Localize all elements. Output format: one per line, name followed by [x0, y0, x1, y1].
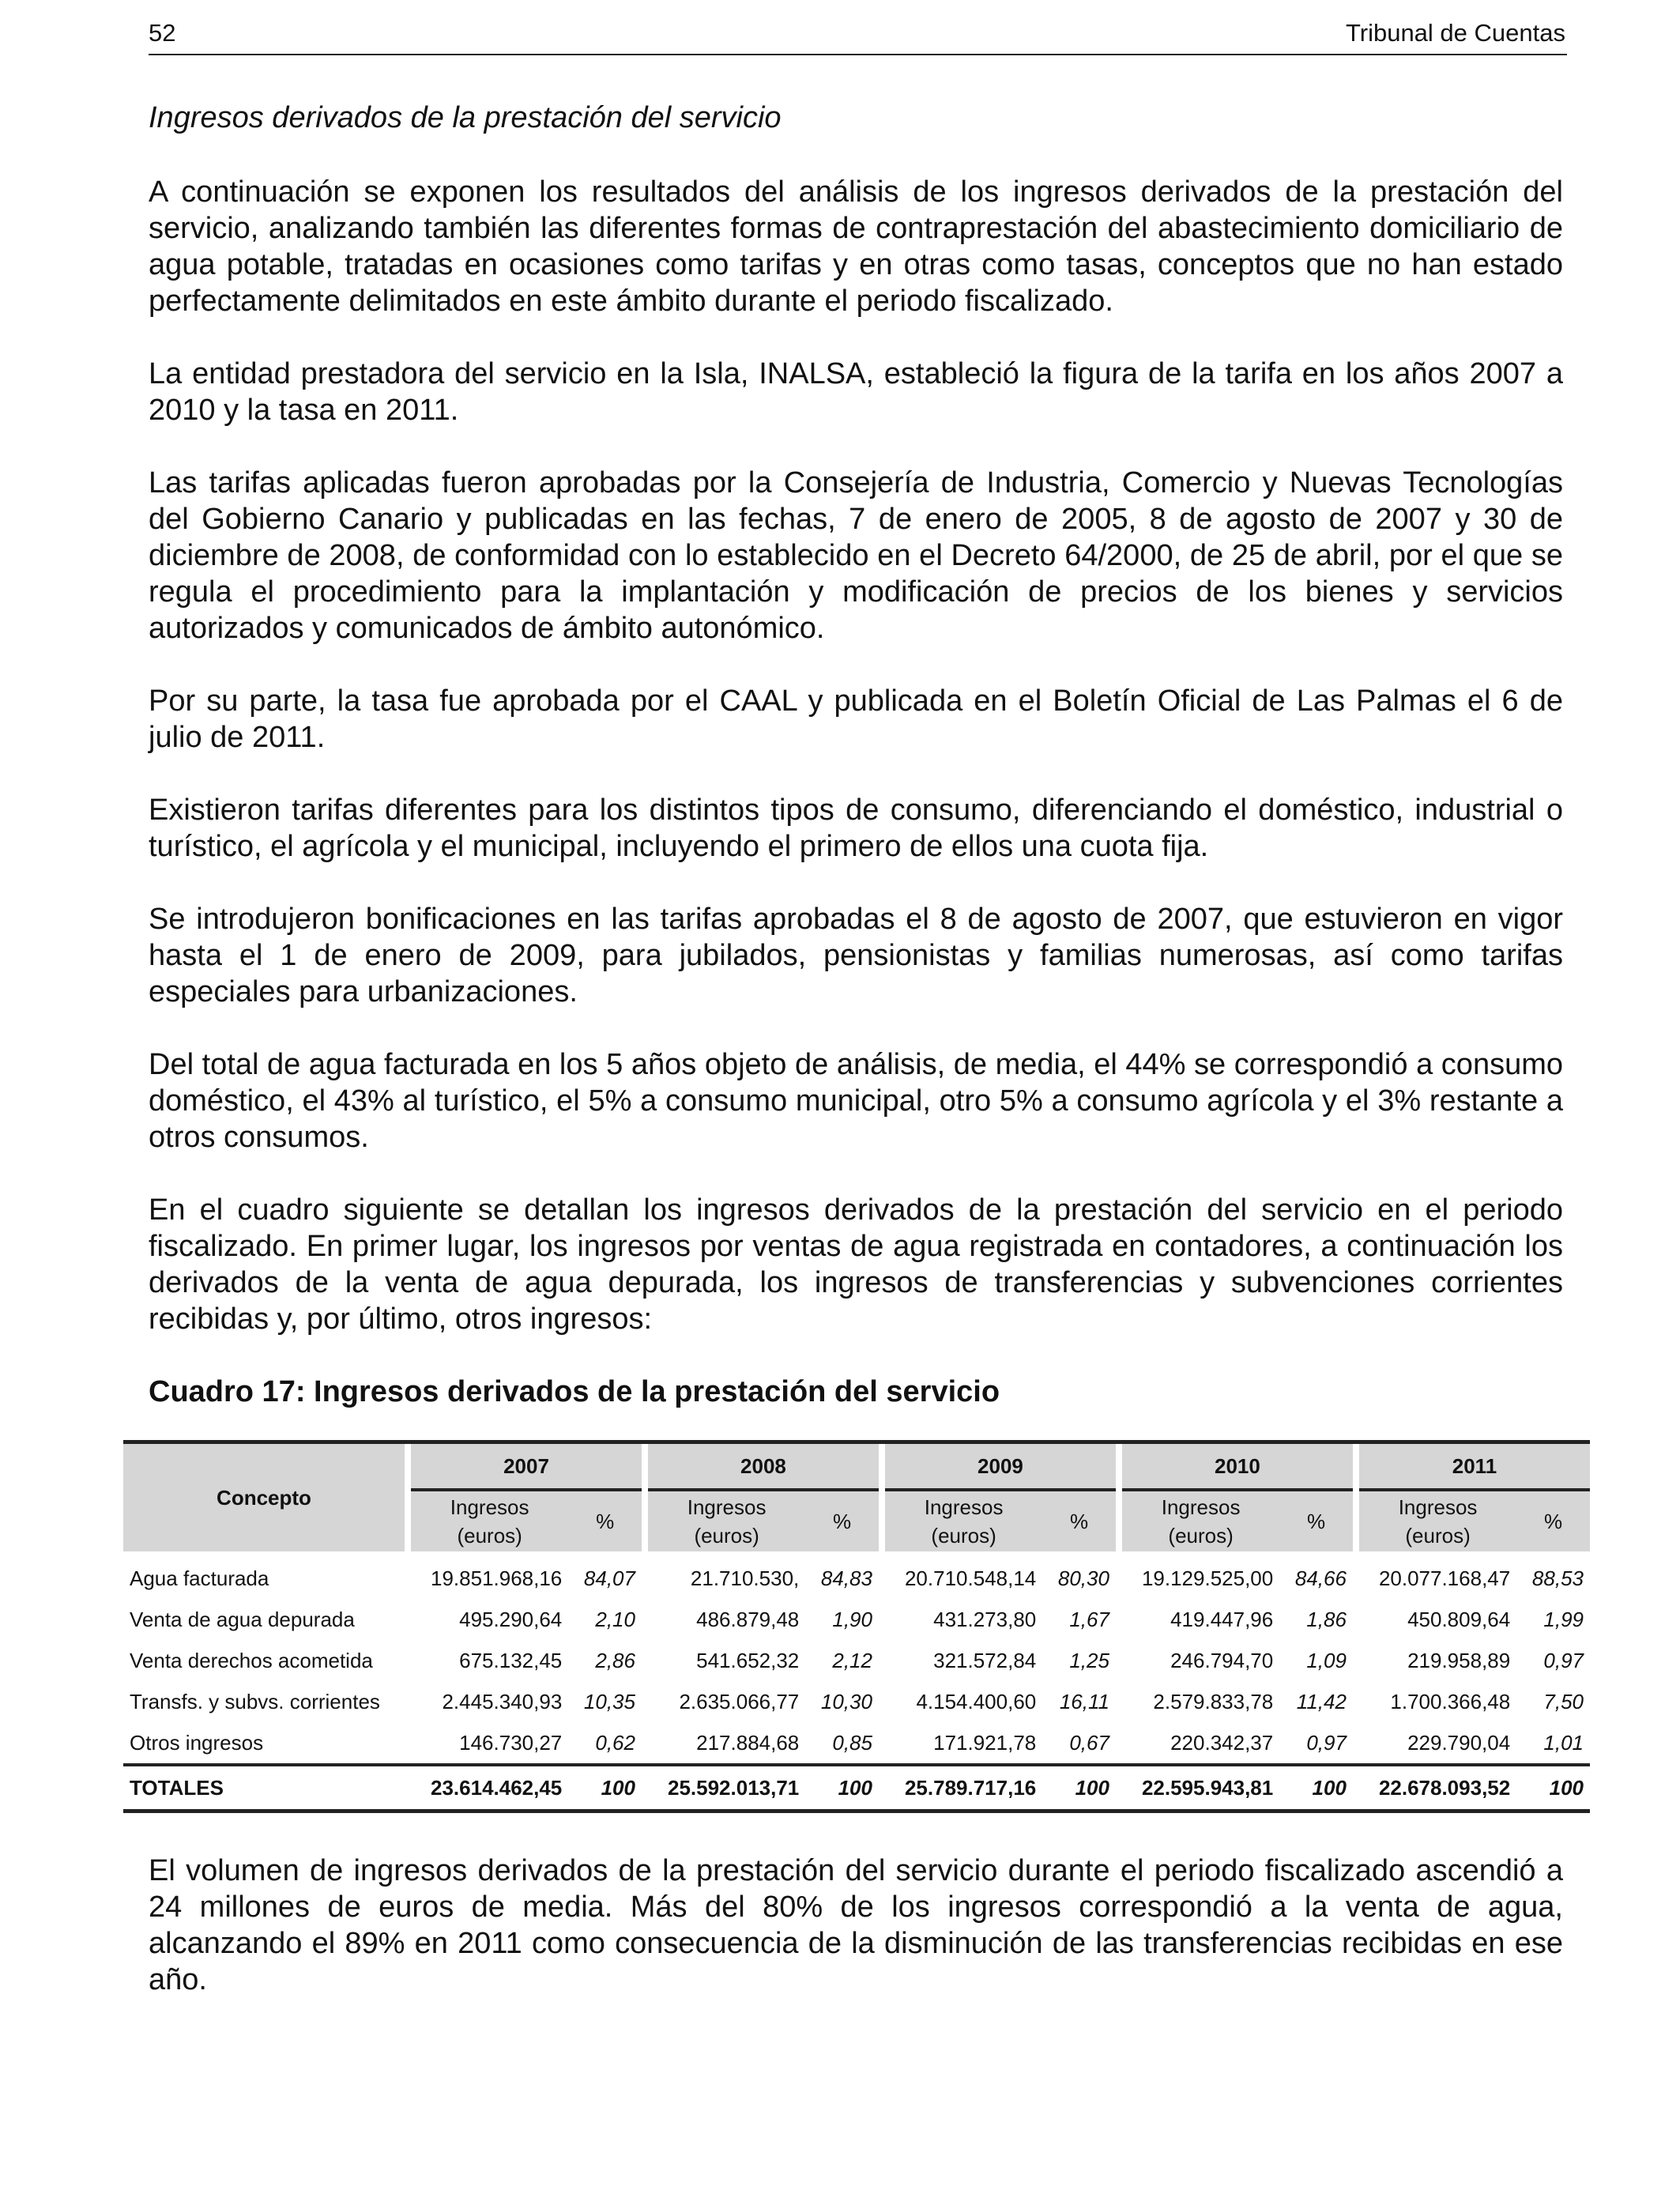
table-year-header-row [123, 1442, 1590, 1491]
pct-cell: 0,62 [595, 1730, 635, 1755]
amount-cell: 146.730,27 [459, 1730, 563, 1755]
amount-cell: 171.921,78 [933, 1730, 1037, 1755]
pct-cell: 2,10 [595, 1607, 635, 1631]
pct-cell: 1,25 [1069, 1648, 1109, 1672]
table-row [123, 1640, 1590, 1681]
paragraph: Las tarifas aplicadas fueron aprobadas por la Consejería de Industria, Comercio y Nuevas Tecnologías del Gobierno Canario y publicadas en las fechas, 7 de enero de 2005, 8 de agosto de 2007 y 30 de diciembre de 2008, de conformidad con lo establecido en el Decreto 64/2000, de 25 de abril, por el que se regula el procedimiento para la implantación y modificación de precios de los bienes y servicios autorizados y comunicados de ámbito autonómico. [149, 466, 1563, 645]
pct-header: % [1307, 1510, 1326, 1533]
paragraph: En el cuadro siguiente se detallan los ingresos derivados de la prestación del servicio en el periodo fiscalizado. En primer lugar, los ingresos por ventas de agua registrada en contadores, a continuación los derivados de la venta de agua depurada, los ingresos de transferencias y subvenciones corrientes recibidas y, por último, otros ingresos: [149, 1193, 1563, 1336]
pct-cell: 2,12 [832, 1648, 872, 1672]
pct-cell: 7,50 [1543, 1689, 1584, 1713]
amount-cell: 219.958,89 [1407, 1648, 1511, 1672]
amount-cell: 1.700.366,48 [1390, 1689, 1511, 1713]
pct-cell: 1,99 [1543, 1607, 1584, 1631]
row-label: Agua facturada [130, 1566, 269, 1590]
pct-cell: 80,30 [1057, 1566, 1109, 1590]
year-header: 2007 [411, 1442, 642, 1491]
page-number: 52 [149, 19, 176, 47]
totals-row [123, 1765, 1590, 1811]
page-header [149, 17, 1567, 55]
income-table [123, 1440, 1590, 1813]
pct-cell: 84,66 [1294, 1566, 1347, 1590]
table-caption: Cuadro 17: Ingresos derivados de la prestación del servicio [149, 1375, 1000, 1408]
total-amount-cell: 22.595.943,81 [1116, 1765, 1279, 1811]
amount-cell: 486.879,48 [696, 1607, 800, 1631]
total-pct-cell: 100 [1279, 1765, 1353, 1811]
pct-header: % [1070, 1510, 1089, 1533]
amount-cell: 246.794,70 [1170, 1648, 1274, 1672]
amount-cell: 2.445.340,93 [442, 1689, 563, 1713]
amount-cell: 21.710.530, [690, 1566, 800, 1590]
amount-cell: 541.652,32 [696, 1648, 800, 1672]
ingresos-header: Ingresos (euros) [1161, 1495, 1241, 1547]
row-label: Venta derechos acometida [130, 1648, 373, 1672]
pct-cell: 11,42 [1296, 1689, 1347, 1713]
amount-cell: 2.579.833,78 [1153, 1689, 1274, 1713]
section-title: Ingresos derivados de la prestación del servicio [149, 101, 782, 134]
closing-paragraph: El volumen de ingresos derivados de la prestación del servicio durante el periodo fiscalizado ascendió a 24 millones de euros de media. Más del 80% de los ingresos correspondió a la venta de agua, alcanzando el 89% en 2011 como consecuencia de la disminución de las transferencias recibidas en ese año. [149, 1854, 1563, 1996]
table-row [123, 1551, 1590, 1599]
year-header: 2009 [885, 1442, 1116, 1491]
amount-cell: 229.790,04 [1407, 1730, 1511, 1755]
pct-cell: 1,01 [1543, 1730, 1584, 1755]
pct-cell: 1,09 [1306, 1648, 1347, 1672]
pct-cell: 0,85 [832, 1730, 872, 1755]
amount-cell: 4.154.400,60 [916, 1689, 1037, 1713]
pct-cell: 88,53 [1531, 1566, 1584, 1590]
ingresos-header: Ingresos (euros) [687, 1495, 767, 1547]
pct-cell: 0,97 [1306, 1730, 1347, 1755]
paragraph: Se introdujeron bonificaciones en las tarifas aprobadas el 8 de agosto de 2007, que estuvieron en vigor hasta el 1 de enero de 2009, para jubilados, pensionistas y familias numerosas, así como tarifas especiales para urbanizaciones. [149, 903, 1563, 1008]
amount-cell: 495.290,64 [459, 1607, 563, 1631]
paragraph: Del total de agua facturada en los 5 años objeto de análisis, de media, el 44% se correspondió a consumo doméstico, el 43% al turístico, el 5% a consumo municipal, otro 5% a consumo agrícola y el 3% restante a otros consumos. [149, 1048, 1563, 1154]
pct-cell: 16,11 [1059, 1689, 1109, 1713]
amount-cell: 19.129.525,00 [1141, 1566, 1274, 1590]
row-label: Otros ingresos [130, 1730, 264, 1755]
table-row [123, 1681, 1590, 1722]
year-header: 2008 [648, 1442, 879, 1491]
ingresos-header: Ingresos (euros) [1398, 1495, 1478, 1547]
pct-cell: 84,07 [583, 1566, 635, 1590]
amount-cell: 20.710.548,14 [904, 1566, 1037, 1590]
pct-cell: 10,30 [820, 1689, 872, 1713]
pct-cell: 84,83 [820, 1566, 872, 1590]
amount-cell: 450.809,64 [1407, 1607, 1511, 1631]
row-label: Venta de agua depurada [130, 1607, 355, 1631]
row-label: Transfs. y subvs. corrientes [130, 1689, 380, 1713]
pct-header: % [833, 1510, 852, 1533]
amount-cell: 321.572,84 [933, 1648, 1037, 1672]
amount-cell: 675.132,45 [459, 1648, 563, 1672]
total-amount-cell: 22.678.093,52 [1353, 1765, 1516, 1811]
amount-cell: 217.884,68 [696, 1730, 800, 1755]
year-header: 2011 [1359, 1442, 1590, 1491]
page-body [130, 100, 1584, 2034]
pct-cell: 10,35 [583, 1689, 635, 1713]
running-title: Tribunal de Cuentas [1345, 19, 1565, 47]
pct-header: % [1544, 1510, 1563, 1533]
pct-cell: 1,67 [1069, 1607, 1109, 1631]
amount-cell: 2.635.066,77 [679, 1689, 800, 1713]
paragraph: Existieron tarifas diferentes para los distintos tipos de consumo, diferenciando el doméstico, industrial o turístico, el agrícola y el municipal, incluyendo el primero de ellos una cuota fija. [149, 794, 1563, 863]
total-amount-cell: 23.614.462,45 [405, 1765, 568, 1811]
table-row [123, 1722, 1590, 1765]
pct-cell: 0,67 [1069, 1730, 1109, 1755]
ingresos-header: Ingresos (euros) [450, 1495, 529, 1547]
pct-cell: 1,90 [832, 1607, 872, 1631]
total-pct-cell: 100 [1516, 1765, 1590, 1811]
concept-header: Concepto [217, 1485, 311, 1510]
table-row [123, 1599, 1590, 1640]
amount-cell: 19.851.968,16 [431, 1566, 563, 1590]
year-header: 2010 [1122, 1442, 1353, 1491]
amount-cell: 220.342,37 [1170, 1730, 1274, 1755]
amount-cell: 20.077.168,47 [1378, 1566, 1511, 1590]
pct-header: % [596, 1510, 615, 1533]
total-amount-cell: 25.592.013,71 [642, 1765, 805, 1811]
amount-cell: 419.447,96 [1170, 1607, 1274, 1631]
total-amount-cell: 25.789.717,16 [879, 1765, 1042, 1811]
total-pct-cell: 100 [568, 1765, 642, 1811]
paragraph: Por su parte, la tasa fue aprobada por el CAAL y publicada en el Boletín Oficial de Las Palmas el 6 de julio de 2011. [149, 684, 1563, 754]
total-pct-cell: 100 [1042, 1765, 1116, 1811]
paragraph: La entidad prestadora del servicio en la Isla, INALSA, estableció la figura de la tarifa en los años 2007 a 2010 y la tasa en 2011. [149, 357, 1563, 427]
total-pct-cell: 100 [805, 1765, 879, 1811]
amount-cell: 431.273,80 [933, 1607, 1037, 1631]
pct-cell: 1,86 [1306, 1607, 1347, 1631]
totals-label: TOTALES [123, 1765, 405, 1811]
paragraph: A continuación se exponen los resultados del análisis de los ingresos derivados de la prestación del servicio, analizando también las diferentes formas de contraprestación del abastecimiento domiciliario de agua potable, tratadas en ocasiones como tarifas y en otras como tasas, conceptos que no han estado perfectamente delimitados en este ámbito durante el periodo fiscalizado. [149, 175, 1563, 318]
pct-cell: 0,97 [1543, 1648, 1584, 1672]
pct-cell: 2,86 [595, 1648, 635, 1672]
ingresos-header: Ingresos (euros) [924, 1495, 1004, 1547]
